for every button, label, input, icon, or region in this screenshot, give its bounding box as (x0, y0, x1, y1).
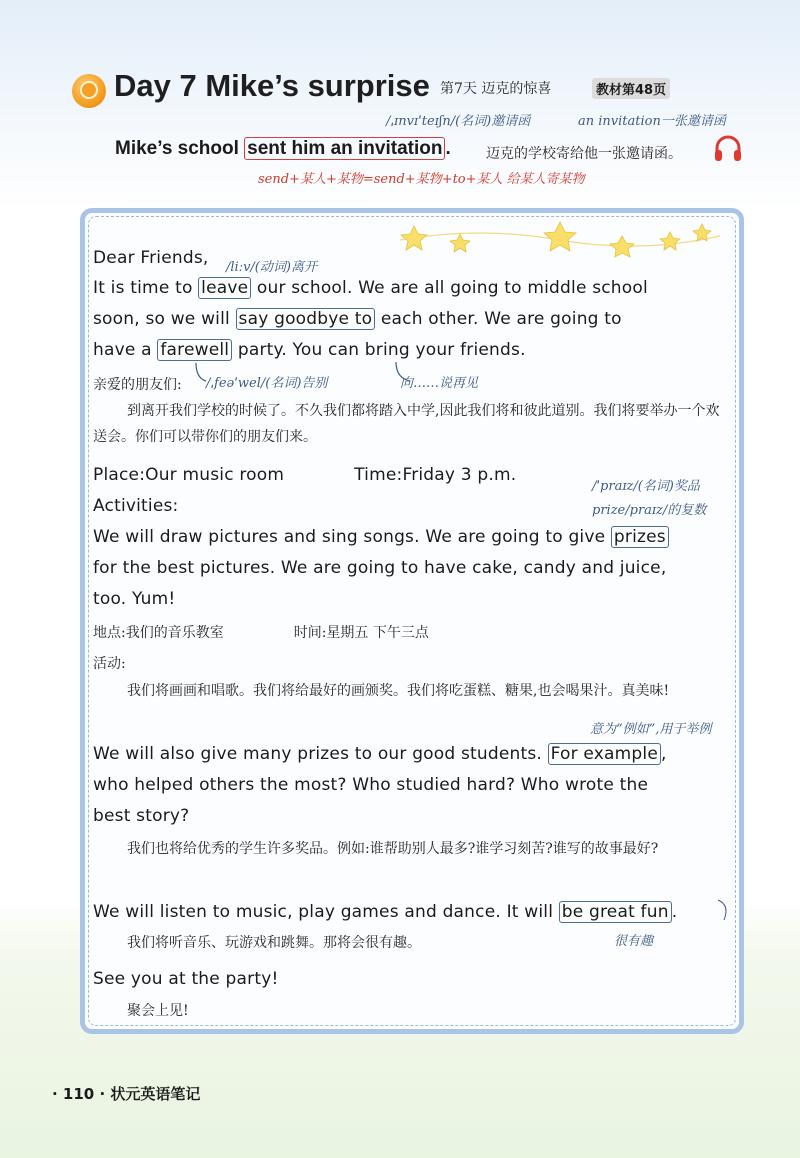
paragraph-2-line-2: for the best pictures. We are going to have cake, candy and juice, (93, 558, 667, 578)
say-goodbye-box: say goodbye to (236, 308, 376, 330)
paragraph-3-line-3: best story? (93, 806, 190, 826)
key-phrase-box: sent him an invitation (244, 137, 445, 160)
activities-translation: 活动: (93, 656, 126, 672)
send-grammar-note: send+某人+某物=send+某物+to+某人 给某人寄某物 (258, 172, 585, 187)
invitation-usage-note: an invitation一张邀请函 (578, 114, 726, 129)
leave-phonetic-note: /liːv/(动词)离开 (226, 260, 317, 275)
page-number: · 110 · 状元英语笔记 (52, 1085, 201, 1103)
paragraph-1-line-1: It is time to leave our school. We are all going to middle school (93, 278, 648, 298)
paragraph-1-line-3: have a farewell party. You can bring your friends. (93, 340, 526, 360)
textbook-page-badge: 教材第48页 (592, 78, 670, 99)
paragraph-2-line-1: We will draw pictures and sing songs. We are going to give prizes (93, 527, 669, 547)
bring-phrase: bring your friends. (364, 340, 526, 360)
paragraph-3-line-1: We will also give many prizes to our good students. For example , (93, 744, 667, 764)
letter-greeting: Dear Friends, (93, 248, 209, 268)
for-example-note: 意为“例如”,用于举例 (590, 722, 712, 737)
great-fun-note: 很有趣 (614, 934, 654, 949)
place-label: Place:Our music room (93, 465, 285, 485)
paragraph-3-line-2: who helped others the most? Who studied hard? Who wrote the (93, 775, 649, 795)
paragraph-1-translation: 到离开我们学校的时候了。不久我们都将踏入中学,因此我们将和彼此道别。我们将要举办一个欢送会。你们可以带你们的朋友们来。 (93, 403, 720, 445)
activities-label: Activities: (93, 496, 179, 516)
key-sentence-translation: 迈克的学校寄给他一张邀请函。 (486, 146, 682, 162)
paragraph-4-line-1: We will listen to music, play games and dance. It will be great fun . (93, 902, 678, 922)
key-sentence-end: . (445, 138, 451, 159)
letter-closing: See you at the party! (93, 969, 279, 989)
paragraph-4-translation: 我们将听音乐、玩游戏和跳舞。那将会很有趣。 (127, 935, 421, 951)
closing-translation: 聚会上见! (127, 1003, 189, 1019)
farewell-box: farewell (157, 339, 232, 361)
prizes-box: prizes (611, 526, 669, 548)
leave-box: leave (198, 277, 251, 299)
say-goodbye-note: 向……说再见 (400, 376, 479, 391)
prize-phonetic-note: /ˈpraɪz/(名词)奖品 (592, 479, 700, 494)
farewell-phonetic-note: /ˌfeəˈwel/(名词)告别 (206, 376, 328, 391)
page-title: Day 7 Mike’s surprise (114, 68, 430, 103)
paragraph-3-translation: 我们也将给优秀的学生许多奖品。例如:谁帮助别人最多?谁学习刻苦?谁写的故事最好? (127, 841, 659, 857)
title-translation: 第7天 迈克的惊喜 (440, 81, 552, 97)
paragraph-2-translation: 我们将画画和唱歌。我们将给最好的画颁奖。我们将吃蛋糕、糖果,也会喝果汁。真美味! (127, 683, 670, 699)
key-sentence-start: Mike’s school (115, 138, 245, 159)
paragraph-2-line-3: too. Yum! (93, 589, 176, 609)
great-fun-box: be great fun (559, 901, 672, 923)
place-time-translation: 地点:我们的音乐教室 时间:星期五 下午三点 (93, 625, 429, 641)
prize-plural-note: prize/praɪz/的复数 (592, 503, 707, 518)
paragraph-1-line-2: soon, so we will say goodbye to each other. We are going to (93, 309, 622, 329)
for-example-box: For example (548, 743, 661, 765)
time-label: Time:Friday 3 p.m. (354, 465, 517, 485)
salutation-translation: 亲爱的朋友们: (93, 377, 182, 393)
invitation-phonetic-note: /ˌɪnvɪˈteɪʃn/(名词)邀请函 (386, 114, 531, 129)
place-time-line (93, 465, 516, 485)
